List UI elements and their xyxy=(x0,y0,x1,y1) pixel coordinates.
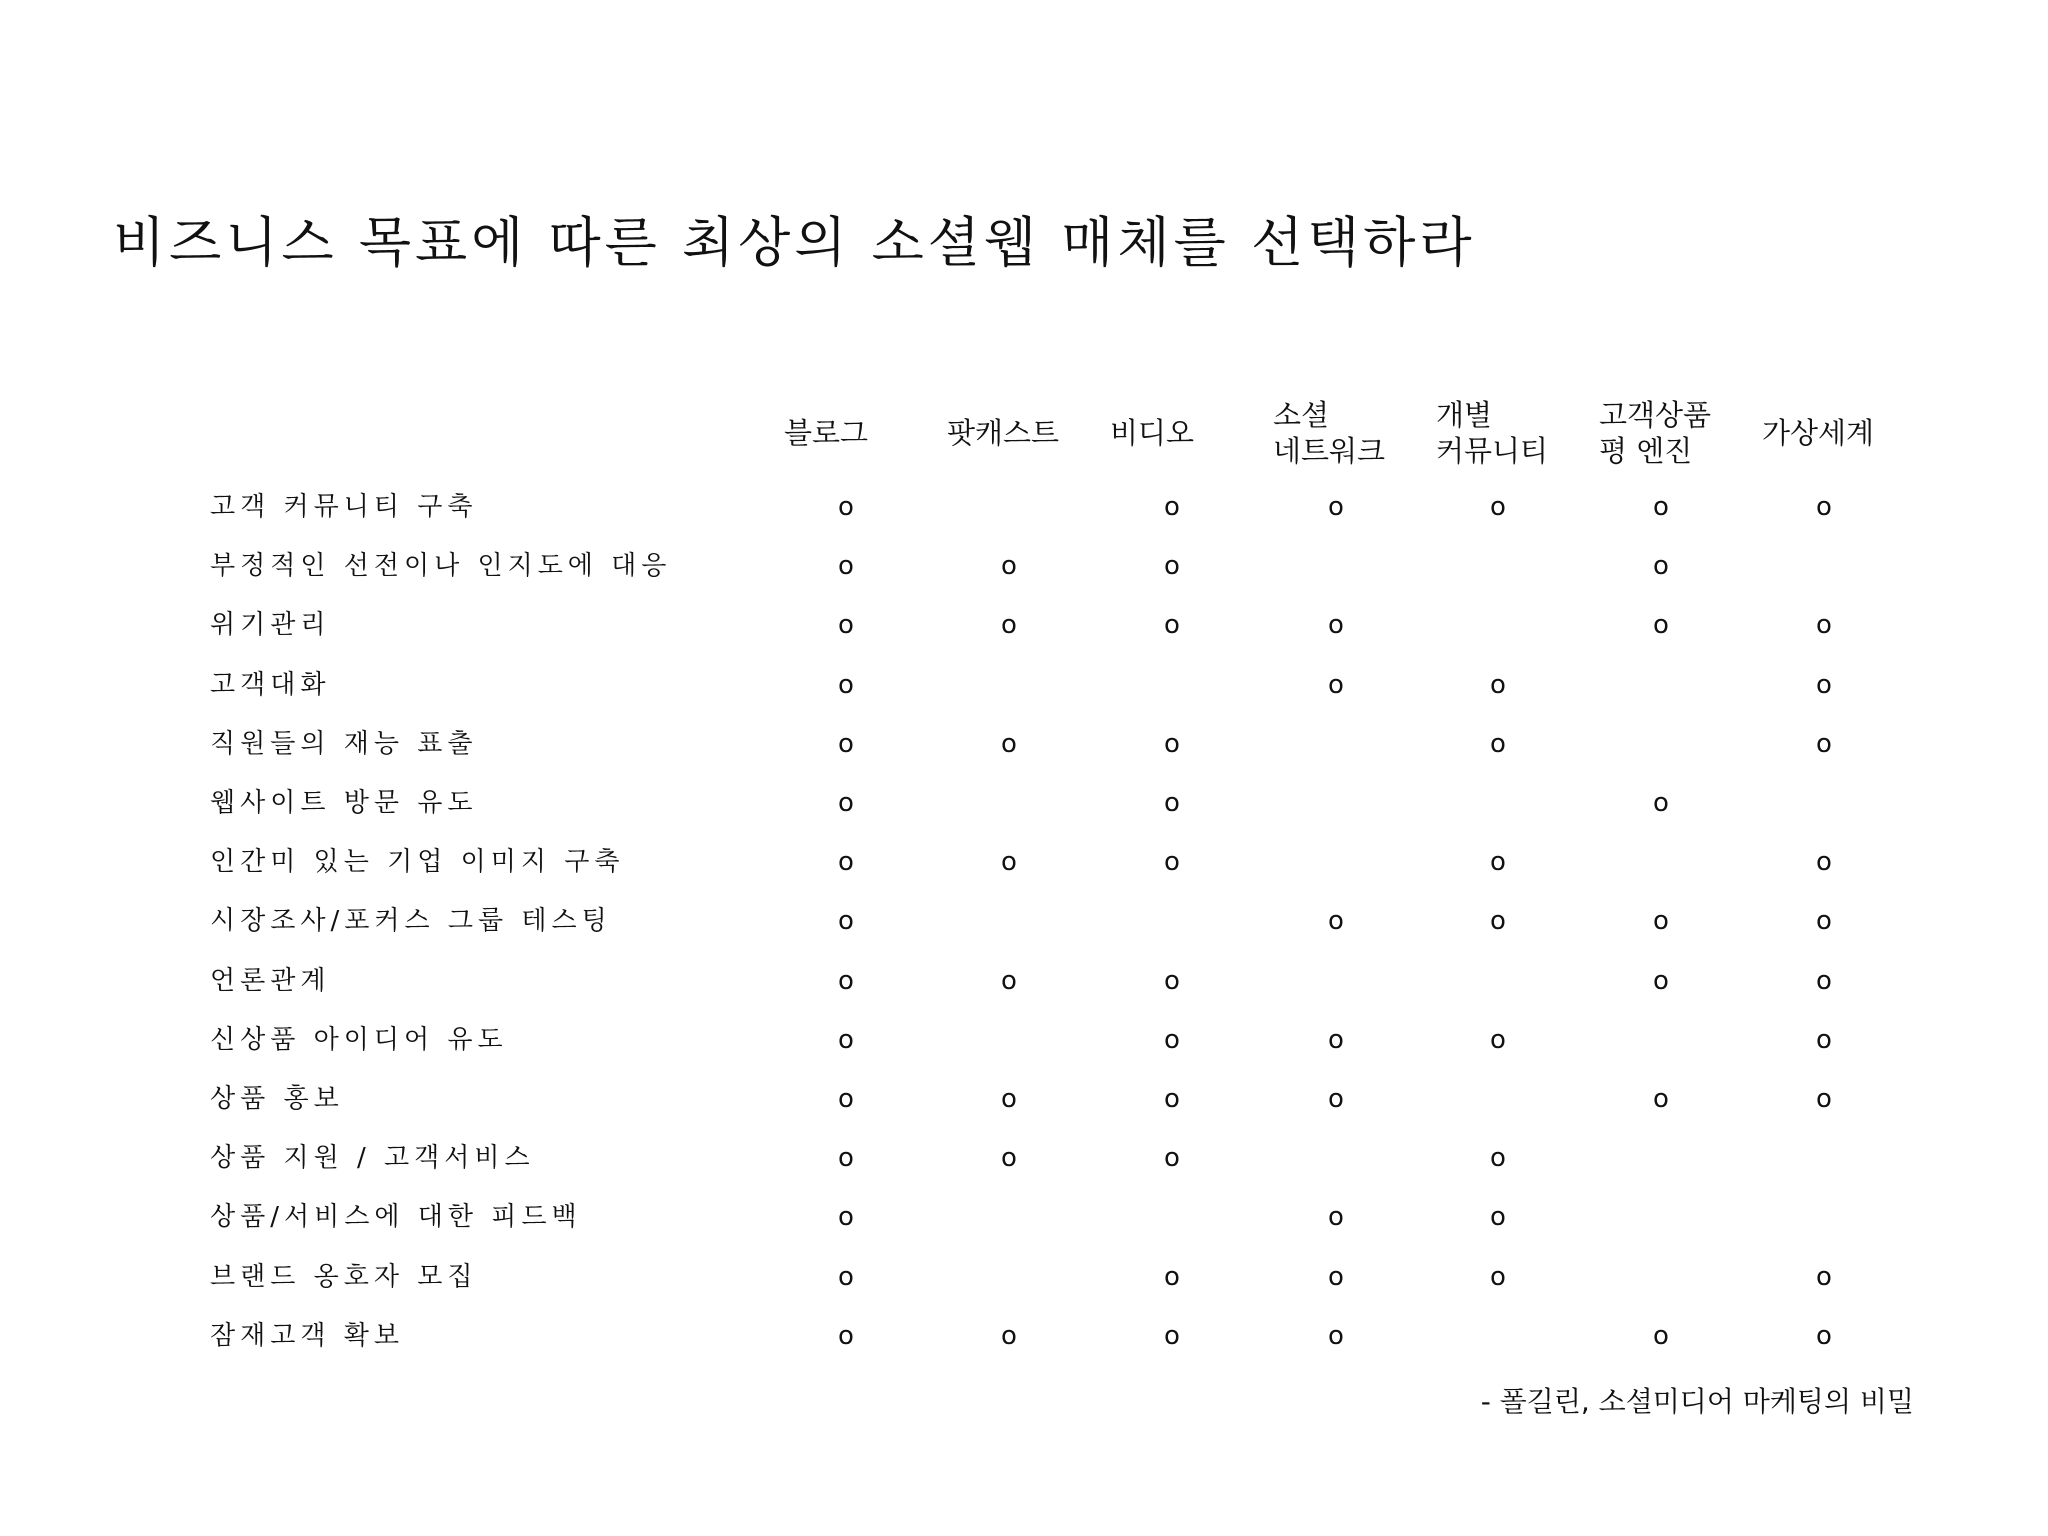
mark-cell: o xyxy=(1164,965,1180,996)
mark-cell: o xyxy=(838,1261,854,1292)
column-header xyxy=(1599,393,1759,473)
column-header xyxy=(1762,393,1922,473)
table-row xyxy=(0,1307,2048,1366)
table-row xyxy=(0,537,2048,596)
mark-cell: o xyxy=(1653,551,1669,582)
mark-cell: o xyxy=(838,1320,854,1351)
table-row xyxy=(0,1129,2048,1188)
mark-cell: o xyxy=(1816,669,1832,700)
row-label: 언론관계 xyxy=(210,965,331,996)
mark-cell: o xyxy=(1328,669,1344,700)
mark-cell: o xyxy=(1490,669,1506,700)
column-header-line: 블로그 xyxy=(784,416,869,450)
column-header-line: 고객상품 xyxy=(1599,398,1712,432)
table-row xyxy=(0,1011,2048,1070)
mark-cell: o xyxy=(838,728,854,759)
mark-cell: o xyxy=(1164,1320,1180,1351)
mark-cell: o xyxy=(1001,1320,1017,1351)
table-row xyxy=(0,1248,2048,1307)
mark-cell: o xyxy=(1490,1024,1506,1055)
table-row xyxy=(0,1070,2048,1129)
row-label: 인간미 있는 기업 이미지 구축 xyxy=(210,847,625,878)
mark-cell: o xyxy=(1816,492,1832,522)
table-row xyxy=(0,833,2048,892)
column-header-line: 개별 xyxy=(1436,398,1493,432)
column-header xyxy=(947,393,1107,473)
row-label: 웹사이트 방문 유도 xyxy=(210,788,478,818)
mark-cell: o xyxy=(1816,906,1832,937)
row-label: 고객 커뮤니티 구축 xyxy=(210,492,478,522)
row-label: 상품/서비스에 대한 피드백 xyxy=(210,1202,582,1233)
mark-cell: o xyxy=(1164,728,1180,759)
mark-cell: o xyxy=(1816,1084,1832,1114)
table-row xyxy=(0,774,2048,833)
mark-cell: o xyxy=(1653,965,1669,996)
mark-cell: o xyxy=(1490,492,1506,522)
mark-cell: o xyxy=(1816,1261,1832,1292)
mark-cell: o xyxy=(1001,551,1017,582)
mark-cell: o xyxy=(1490,1202,1506,1233)
table-row xyxy=(0,1188,2048,1247)
mark-cell: o xyxy=(838,847,854,878)
mark-cell: o xyxy=(1490,906,1506,937)
table-row xyxy=(0,952,2048,1011)
column-header-line: 네트워크 xyxy=(1273,434,1386,468)
mark-cell: o xyxy=(838,788,854,818)
mark-cell: o xyxy=(1490,728,1506,759)
column-header-line: 커뮤니티 xyxy=(1436,434,1549,468)
mark-cell: o xyxy=(1816,728,1832,759)
mark-cell: o xyxy=(1653,1320,1669,1351)
mark-cell: o xyxy=(1653,610,1669,641)
mark-cell: o xyxy=(1490,1261,1506,1292)
mark-cell: o xyxy=(1490,847,1506,878)
column-header xyxy=(784,393,944,473)
mark-cell: o xyxy=(1001,1084,1017,1114)
column-header xyxy=(1110,393,1270,473)
mark-cell: o xyxy=(1001,1143,1017,1174)
table-row xyxy=(0,656,2048,715)
row-label: 직원들의 재능 표출 xyxy=(210,728,478,759)
mark-cell: o xyxy=(1001,728,1017,759)
mark-cell: o xyxy=(1164,1143,1180,1174)
mark-cell: o xyxy=(1653,1084,1669,1114)
column-header-line: 가상세계 xyxy=(1762,416,1875,450)
mark-cell: o xyxy=(1164,1261,1180,1292)
mark-cell: o xyxy=(1164,492,1180,522)
mark-cell: o xyxy=(1164,551,1180,582)
mark-cell: o xyxy=(1816,965,1832,996)
table-row xyxy=(0,596,2048,655)
row-label: 시장조사/포커스 그룹 테스팅 xyxy=(210,906,612,937)
mark-cell: o xyxy=(1653,788,1669,818)
column-header-line: 평 엔진 xyxy=(1599,434,1693,468)
column-header-line: 팟캐스트 xyxy=(947,416,1060,450)
table-row xyxy=(0,478,2048,537)
mark-cell: o xyxy=(1001,610,1017,641)
mark-cell: o xyxy=(1164,610,1180,641)
mark-cell: o xyxy=(1328,1261,1344,1292)
source-citation: - 폴길린, 소셜미디어 마케팅의 비밀 xyxy=(1480,1385,1914,1418)
mark-cell: o xyxy=(838,669,854,700)
mark-cell: o xyxy=(1816,610,1832,641)
mark-cell: o xyxy=(838,551,854,582)
column-header-line: 소셜 xyxy=(1273,398,1330,432)
mark-cell: o xyxy=(838,1024,854,1055)
mark-cell: o xyxy=(838,1143,854,1174)
mark-cell: o xyxy=(1816,1320,1832,1351)
mark-cell: o xyxy=(1328,610,1344,641)
mark-cell: o xyxy=(1328,906,1344,937)
mark-cell: o xyxy=(838,492,854,522)
mark-cell: o xyxy=(838,610,854,641)
mark-cell: o xyxy=(1164,788,1180,818)
mark-cell: o xyxy=(1816,1024,1832,1055)
mark-cell: o xyxy=(1653,492,1669,522)
mark-cell: o xyxy=(1328,1320,1344,1351)
column-header xyxy=(1273,393,1433,473)
mark-cell: o xyxy=(1001,965,1017,996)
row-label: 잠재고객 확보 xyxy=(210,1320,404,1351)
mark-cell: o xyxy=(838,1202,854,1233)
mark-cell: o xyxy=(1653,906,1669,937)
mark-cell: o xyxy=(1328,1084,1344,1114)
mark-cell: o xyxy=(1328,492,1344,522)
mark-cell: o xyxy=(1001,847,1017,878)
mark-cell: o xyxy=(1164,1084,1180,1114)
row-label: 브랜드 옹호자 모집 xyxy=(210,1261,478,1292)
column-header xyxy=(1436,393,1596,473)
mark-cell: o xyxy=(838,965,854,996)
mark-cell: o xyxy=(838,1084,854,1114)
row-label: 상품 홍보 xyxy=(210,1084,344,1114)
column-header-line: 비디오 xyxy=(1110,416,1195,450)
slide-title: 비즈니스 목표에 따른 최상의 소셜웹 매체를 선택하라 xyxy=(113,211,1476,274)
row-label: 신상품 아이디어 유도 xyxy=(210,1024,508,1055)
row-label: 상품 지원 / 고객서비스 xyxy=(210,1143,535,1174)
row-label: 부정적인 선전이나 인지도에 대응 xyxy=(210,551,672,582)
table-row xyxy=(0,715,2048,774)
mark-cell: o xyxy=(1328,1202,1344,1233)
mark-cell: o xyxy=(1164,847,1180,878)
mark-cell: o xyxy=(1490,1143,1506,1174)
mark-cell: o xyxy=(1164,1024,1180,1055)
mark-cell: o xyxy=(838,906,854,937)
mark-cell: o xyxy=(1328,1024,1344,1055)
row-label: 고객대화 xyxy=(210,669,331,700)
table-row xyxy=(0,892,2048,951)
mark-cell: o xyxy=(1816,847,1832,878)
row-label: 위기관리 xyxy=(210,610,331,641)
